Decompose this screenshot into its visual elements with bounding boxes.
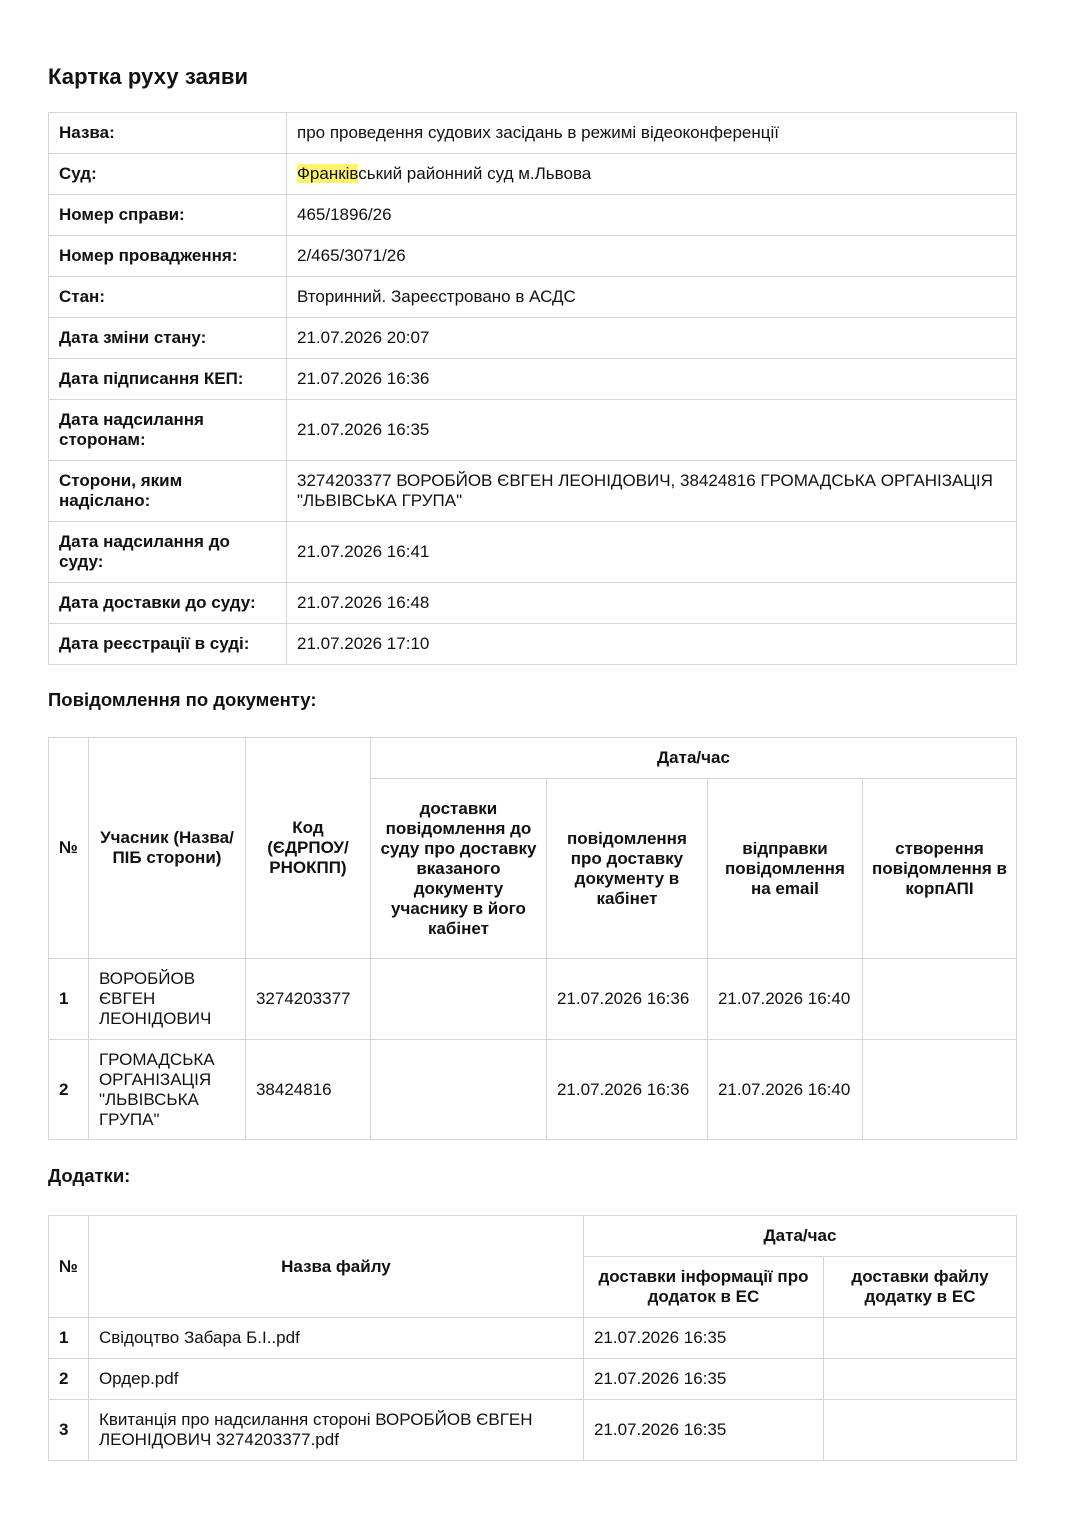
column-header-code: Код (ЄДРПОУ/ РНОКПП) (245, 738, 370, 959)
info-label: Суд: (49, 154, 287, 195)
info-row-sent-to-court-date (49, 522, 1017, 583)
info-value: 21.07.2026 17:10 (287, 624, 1017, 665)
column-header-court-delivery: доставки повідомлення до суду про доставку вказаного документу учаснику в його кабінет (370, 779, 546, 959)
table-row (49, 1040, 1017, 1140)
row-number: 2 (49, 1040, 89, 1140)
column-header-info-delivery: доставки інформації про додаток в ЕС (583, 1257, 823, 1318)
info-row-recipients (49, 461, 1017, 522)
info-value: 21.07.2026 16:36 (287, 359, 1017, 400)
code-cell: 38424816 (245, 1040, 370, 1140)
notifications-heading: Повідомлення по документу: (48, 689, 317, 710)
file-delivery-cell (823, 1318, 1016, 1359)
file-delivery-cell (823, 1359, 1016, 1400)
info-row-court (49, 154, 1017, 195)
cabinet-notice-cell: 21.07.2026 16:36 (546, 1040, 707, 1140)
column-header-participant: Учасник (Назва/ПІБ сторони) (88, 738, 245, 959)
info-row-proceeding-number (49, 236, 1017, 277)
code-cell: 3274203377 (245, 959, 370, 1040)
info-label: Дата доставки до суду: (49, 583, 287, 624)
info-value: 21.07.2026 16:41 (287, 522, 1017, 583)
file-name-cell: Свідоцтво Забара Б.І..pdf (88, 1318, 583, 1359)
table-row (49, 1359, 1017, 1400)
info-delivery-cell: 21.07.2026 16:35 (583, 1400, 823, 1461)
info-row-signature-date (49, 359, 1017, 400)
application-info-table (48, 112, 1017, 665)
cabinet-notice-cell: 21.07.2026 16:36 (546, 959, 707, 1040)
info-label: Дата реєстрації в суді: (49, 624, 287, 665)
info-value: 465/1896/26 (287, 195, 1017, 236)
column-header-file-name: Назва файлу (88, 1216, 583, 1318)
table-row (49, 1318, 1017, 1359)
email-sent-cell: 21.07.2026 16:40 (707, 959, 862, 1040)
info-value: 21.07.2026 16:35 (287, 400, 1017, 461)
table-header-row (49, 1216, 1017, 1257)
page-title: Картка руху заяви (48, 64, 249, 89)
info-label: Стан: (49, 277, 287, 318)
corpapi-created-cell (862, 1040, 1016, 1140)
court-delivery-cell (370, 959, 546, 1040)
info-row-status (49, 277, 1017, 318)
participant-cell: ВОРОБЙОВ ЄВГЕН ЛЕОНІДОВИЧ (88, 959, 245, 1040)
column-header-email-sent: відправки повідомлення на email (707, 779, 862, 959)
info-row-court-registration-date (49, 624, 1017, 665)
row-number: 3 (49, 1400, 89, 1461)
info-delivery-cell: 21.07.2026 16:35 (583, 1359, 823, 1400)
info-value: 2/465/3071/26 (287, 236, 1017, 277)
participant-cell: ГРОМАДСЬКА ОРГАНІЗАЦІЯ "ЛЬВІВСЬКА ГРУПА" (88, 1040, 245, 1140)
info-row-sent-to-parties-date (49, 400, 1017, 461)
info-label: Дата зміни стану: (49, 318, 287, 359)
info-delivery-cell: 21.07.2026 16:35 (583, 1318, 823, 1359)
info-label: Дата підписання КЕП: (49, 359, 287, 400)
info-label: Дата надсилання сторонам: (49, 400, 287, 461)
column-group-datetime: Дата/час (583, 1216, 1016, 1257)
column-group-datetime: Дата/час (370, 738, 1016, 779)
info-value: 21.07.2026 16:48 (287, 583, 1017, 624)
corpapi-created-cell (862, 959, 1016, 1040)
column-header-file-delivery: доставки файлу додатку в ЕС (823, 1257, 1016, 1318)
info-row-status-date (49, 318, 1017, 359)
column-header-corpapi-created: створення повідомлення в корпАПІ (862, 779, 1016, 959)
file-name-cell: Ордер.pdf (88, 1359, 583, 1400)
info-value: Вторинний. Зареєстровано в АСДС (287, 277, 1017, 318)
info-row-name (49, 113, 1017, 154)
file-name-cell: Квитанція про надсилання стороні ВОРОБЙОВ ЄВГЕН ЛЕОНІДОВИЧ 3274203377.pdf (88, 1400, 583, 1461)
info-label: Номер провадження: (49, 236, 287, 277)
info-value: про проведення судових засідань в режимі відеоконференції (287, 113, 1017, 154)
info-value: 3274203377 ВОРОБЙОВ ЄВГЕН ЛЕОНІДОВИЧ, 38424816 ГРОМАДСЬКА ОРГАНІЗАЦІЯ "ЛЬВІВСЬКА ГРУПА" (287, 461, 1017, 522)
column-header-number: № (49, 1216, 89, 1318)
file-delivery-cell (823, 1400, 1016, 1461)
info-label: Дата надсилання до суду: (49, 522, 287, 583)
info-row-case-number (49, 195, 1017, 236)
info-value-rest: ський районний суд м.Львова (358, 164, 592, 183)
info-value: 21.07.2026 20:07 (287, 318, 1017, 359)
column-header-number: № (49, 738, 89, 959)
info-value (287, 154, 1017, 195)
attachments-heading: Додатки: (48, 1165, 131, 1186)
search-highlight: Франків (297, 164, 359, 183)
table-row (49, 959, 1017, 1040)
row-number: 1 (49, 959, 89, 1040)
info-label: Номер справи: (49, 195, 287, 236)
row-number: 2 (49, 1359, 89, 1400)
column-header-cabinet-notice: повідомлення про доставку документу в кабінет (546, 779, 707, 959)
attachments-table (48, 1215, 1017, 1461)
email-sent-cell: 21.07.2026 16:40 (707, 1040, 862, 1140)
table-header-row (49, 738, 1017, 779)
info-label: Назва: (49, 113, 287, 154)
info-row-court-delivery-date (49, 583, 1017, 624)
court-delivery-cell (370, 1040, 546, 1140)
info-label: Сторони, яким надіслано: (49, 461, 287, 522)
row-number: 1 (49, 1318, 89, 1359)
table-row (49, 1400, 1017, 1461)
notifications-table (48, 737, 1017, 1140)
